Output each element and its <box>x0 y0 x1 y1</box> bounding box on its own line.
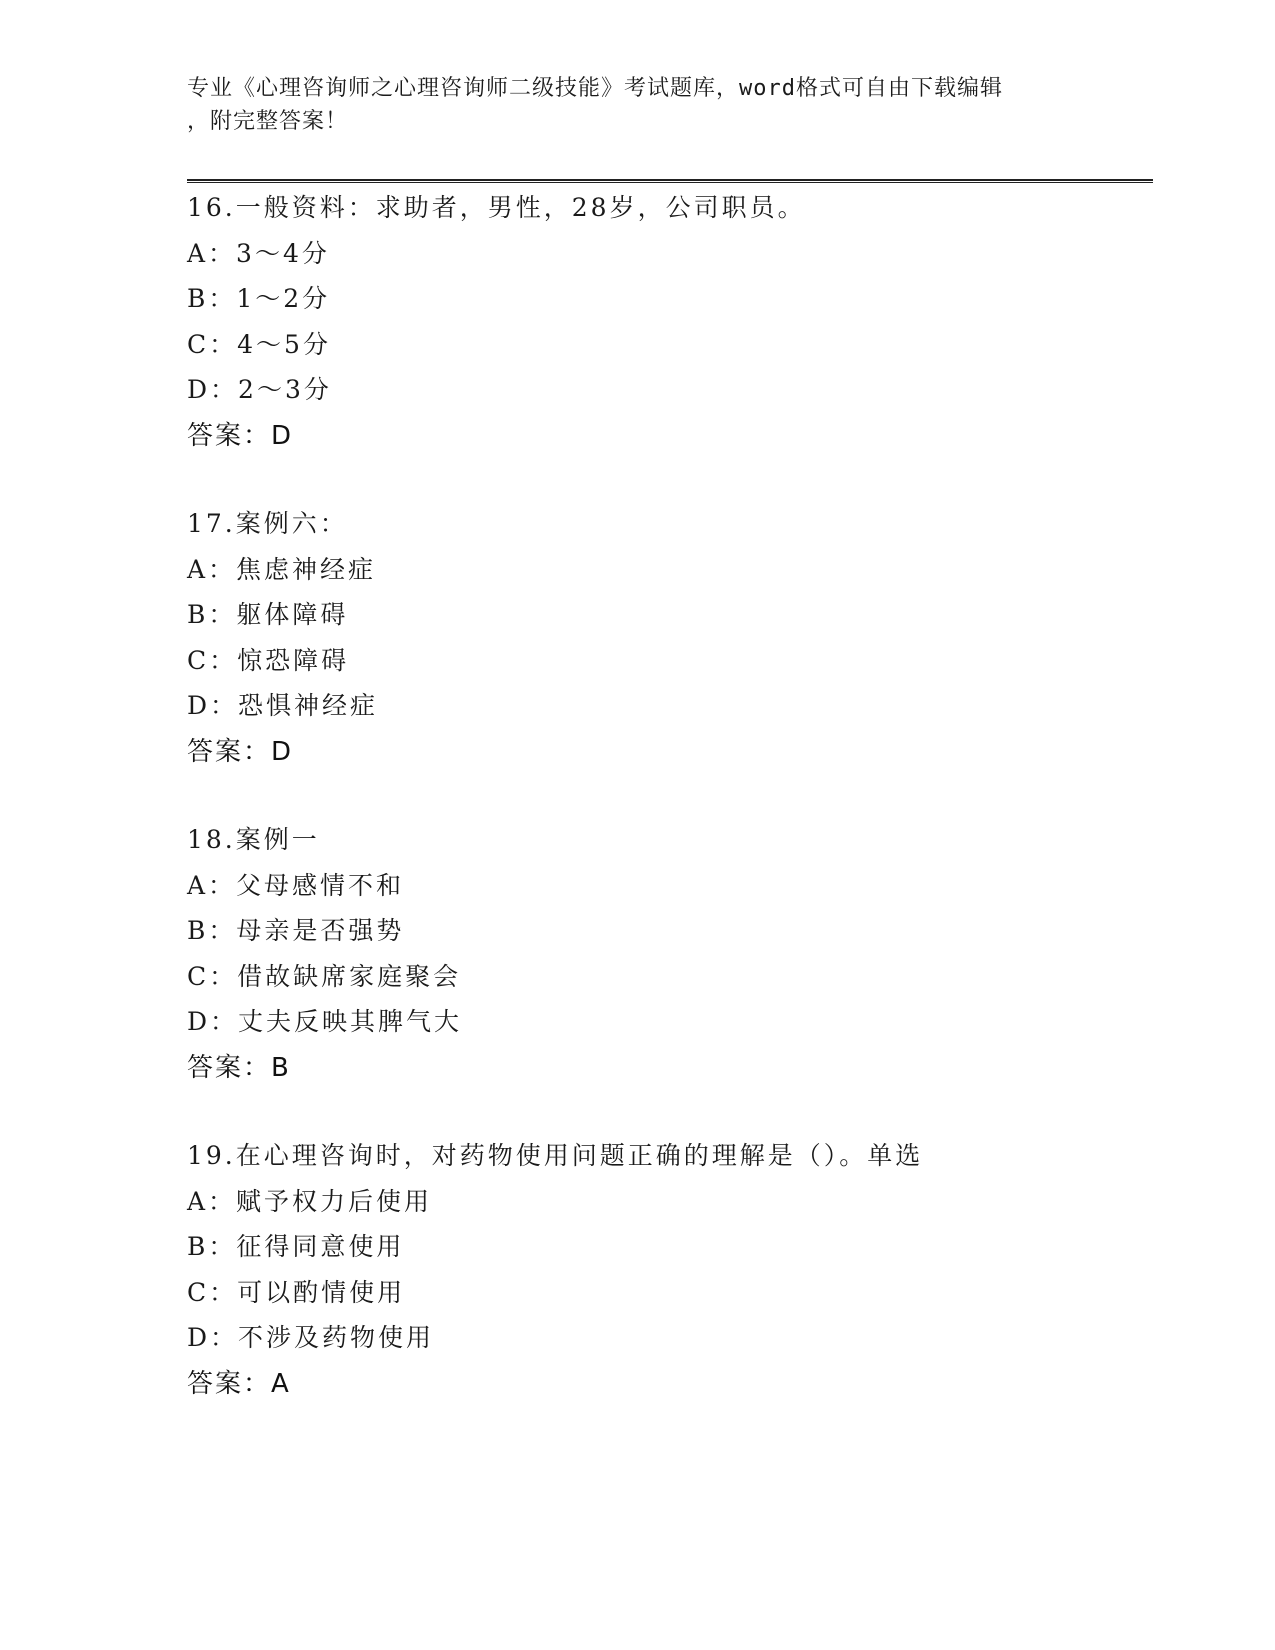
header-line-2: ，附完整答案！ <box>187 109 349 134</box>
answer-label: 答案：A <box>187 1368 291 1399</box>
header-divider <box>187 179 1153 183</box>
option-a: A：焦虑神经症 <box>187 554 377 584</box>
option-d: D：不涉及药物使用 <box>187 1323 435 1352</box>
answer-label: 答案：D <box>187 420 294 451</box>
question-18 <box>187 825 1087 1083</box>
option-b: B：母亲是否强势 <box>187 916 405 945</box>
option-c: C：可以酌情使用 <box>187 1277 406 1307</box>
option-c: C：4～5分 <box>187 329 331 359</box>
question-title: 19.在心理咨询时，对药物使用问题正确的理解是（）。单选 <box>187 1141 924 1170</box>
option-c: C：借故缺席家庭聚会 <box>187 961 462 991</box>
document-header <box>187 72 1087 138</box>
option-b: B：1～2分 <box>187 284 331 313</box>
option-a: A：3～4分 <box>187 238 330 268</box>
question-16 <box>187 193 1087 451</box>
option-c: C：惊恐障碍 <box>187 645 350 675</box>
answer-label: 答案：B <box>187 1052 291 1083</box>
option-a: A：赋予权力后使用 <box>187 1186 433 1216</box>
option-b: B：征得同意使用 <box>187 1232 405 1261</box>
question-title: 17.案例六： <box>187 509 348 538</box>
header-line-1: 专业《心理咨询师之心理咨询师二级技能》考试题库，word格式可自由下载编辑 <box>187 76 1003 101</box>
option-a: A：父母感情不和 <box>187 870 405 900</box>
answer-label: 答案：D <box>187 736 294 767</box>
question-title: 18.案例一 <box>187 825 320 854</box>
option-d: D：恐惧神经症 <box>187 691 379 720</box>
question-17 <box>187 509 1087 767</box>
question-title: 16.一般资料：求助者，男性，28岁，公司职员。 <box>187 193 806 222</box>
option-d: D：2～3分 <box>187 375 332 404</box>
question-19 <box>187 1141 1087 1399</box>
option-b: B：躯体障碍 <box>187 600 349 629</box>
option-d: D：丈夫反映其脾气大 <box>187 1007 463 1036</box>
